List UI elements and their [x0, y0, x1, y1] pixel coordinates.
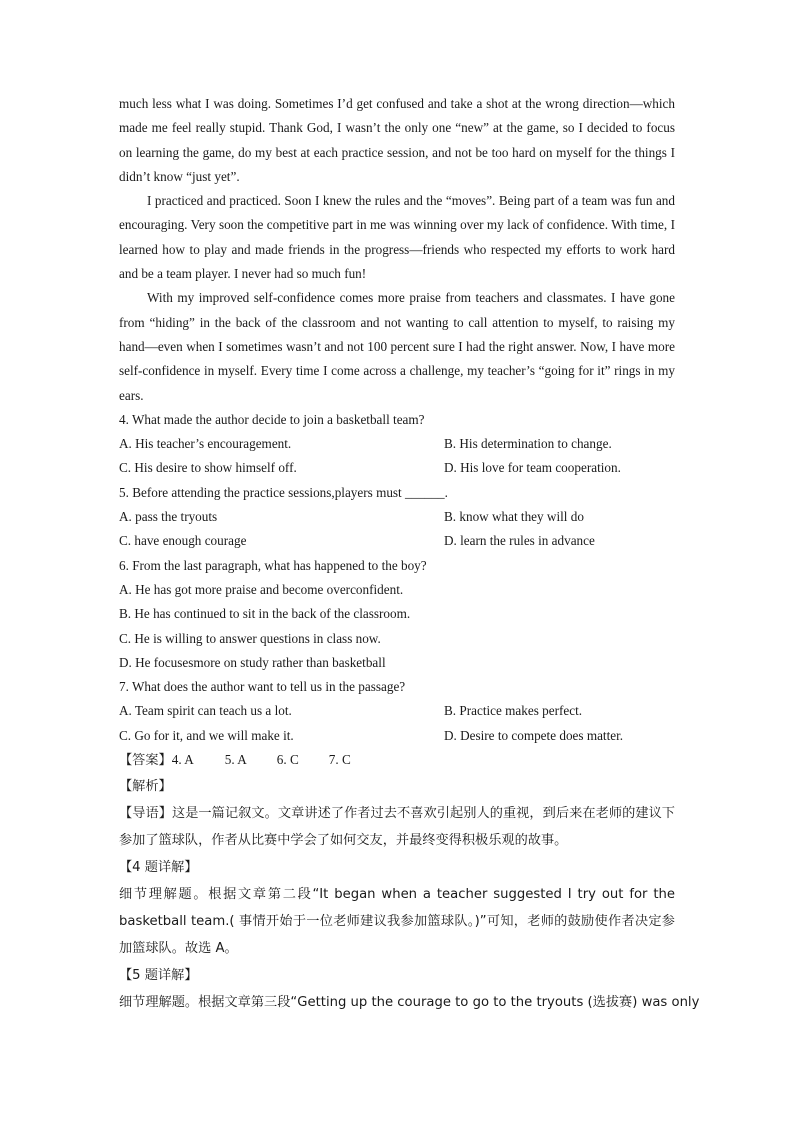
question-7-option-b: B. Practice makes perfect.	[444, 703, 583, 719]
answer-7: 7. C	[328, 752, 351, 768]
answer-4: 4. A	[171, 752, 194, 768]
question-6-option-c: C. He is willing to answer questions in class now.	[119, 630, 381, 646]
question-4-explanation-title: 【4 题详解】	[119, 860, 198, 876]
answer-label: 【答案】	[119, 753, 172, 769]
question-7-options	[119, 699, 675, 748]
question-4-options	[119, 432, 675, 481]
question-7-option-d: D. Desire to compete does matter.	[444, 727, 624, 743]
question-6-stem: 6. From the last paragraph, what has happened to the boy?	[119, 557, 427, 573]
question-4-explanation: 细节理解题。根据文章第二段“It began when a teacher suggested I try out for the basketball team.( 事情开始于一位老师建议我参加篮球队。)”可知，老师的鼓励使作者决定参加篮球队。故选 A。	[119, 887, 675, 957]
question-7-option-c: C. Go for it, and we will make it.	[119, 727, 294, 743]
question-4-option-d: D. His love for team cooperation.	[444, 460, 621, 476]
question-6-option-d: D. He focusesmore on study rather than basketball	[119, 654, 386, 670]
question-5-explanation-title: 【5 题详解】	[119, 968, 198, 984]
passage-paragraph-2: I practiced and practiced. Soon I knew the rules and the “moves”. Being part of a team was fun and encouraging. Very soon the competitive part in me was winning over my lack of confidence. With time, I learned how to play and made friends in the progress—friends who respected my efforts to work hard and be a team player. I never had so much fun!	[119, 193, 675, 282]
question-5-option-a: A. pass the tryouts	[119, 509, 218, 525]
question-5-options	[119, 505, 675, 554]
question-7-option-a: A. Team spirit can teach us a lot.	[119, 703, 292, 719]
question-4-option-c: C. His desire to show himself off.	[119, 460, 297, 476]
answer-5: 5. A	[224, 752, 247, 768]
analysis-label: 【解析】	[119, 779, 172, 795]
answer-6: 6. C	[276, 752, 299, 768]
document-page	[119, 92, 700, 1016]
question-4-option-a: A. His teacher’s encouragement.	[119, 436, 292, 452]
question-5-option-d: D. learn the rules in advance	[444, 533, 595, 549]
question-7-stem: 7. What does the author want to tell us in the passage?	[119, 679, 406, 695]
question-5-option-c: C. have enough courage	[119, 533, 247, 549]
question-6-option-b: B. He has continued to sit in the back of the classroom.	[119, 606, 411, 622]
question-5-explanation: 细节理解题。根据文章第三段“Getting up the courage to go to the tryouts (选拔赛) was only	[119, 995, 700, 1011]
question-4-option-b: B. His determination to change.	[444, 436, 612, 452]
answer-key	[119, 748, 675, 773]
analysis-guide: 【导语】这是一篇记叙文。文章讲述了作者过去不喜欢引起别人的重视，到后来在老师的建议下参加了篮球队，作者从比赛中学会了如何交友，并最终变得积极乐观的故事。	[119, 806, 675, 849]
question-5-option-b: B. know what they will do	[444, 509, 584, 525]
passage-paragraph-3: With my improved self-confidence comes more praise from teachers and classmates. I have gone from “hiding” in the back of the classroom and not wanting to call attention to myself, to raising my hand—even when I sometimes wasn’t and not 100 percent sure I had the right answer. Now, I have more self-confidence in myself. Every time I come across a challenge, my teacher’s “going for it” rings in my ears.	[119, 290, 675, 403]
passage-paragraph-1: much less what I was doing. Sometimes I’d get confused and take a shot at the wrong direction—which made me feel really stupid. Thank God, I wasn’t the only one “new” at the game, so I decided to focus on learning the game, do my best at each practice session, and not be too hard on myself for the things I didn’t know “just yet”.	[119, 96, 675, 184]
question-6-option-a: A. He has got more praise and become overconfident.	[119, 581, 404, 597]
question-4-stem: 4. What made the author decide to join a basketball team?	[119, 411, 425, 427]
question-5-stem: 5. Before attending the practice sessions,players must ______.	[119, 484, 448, 500]
